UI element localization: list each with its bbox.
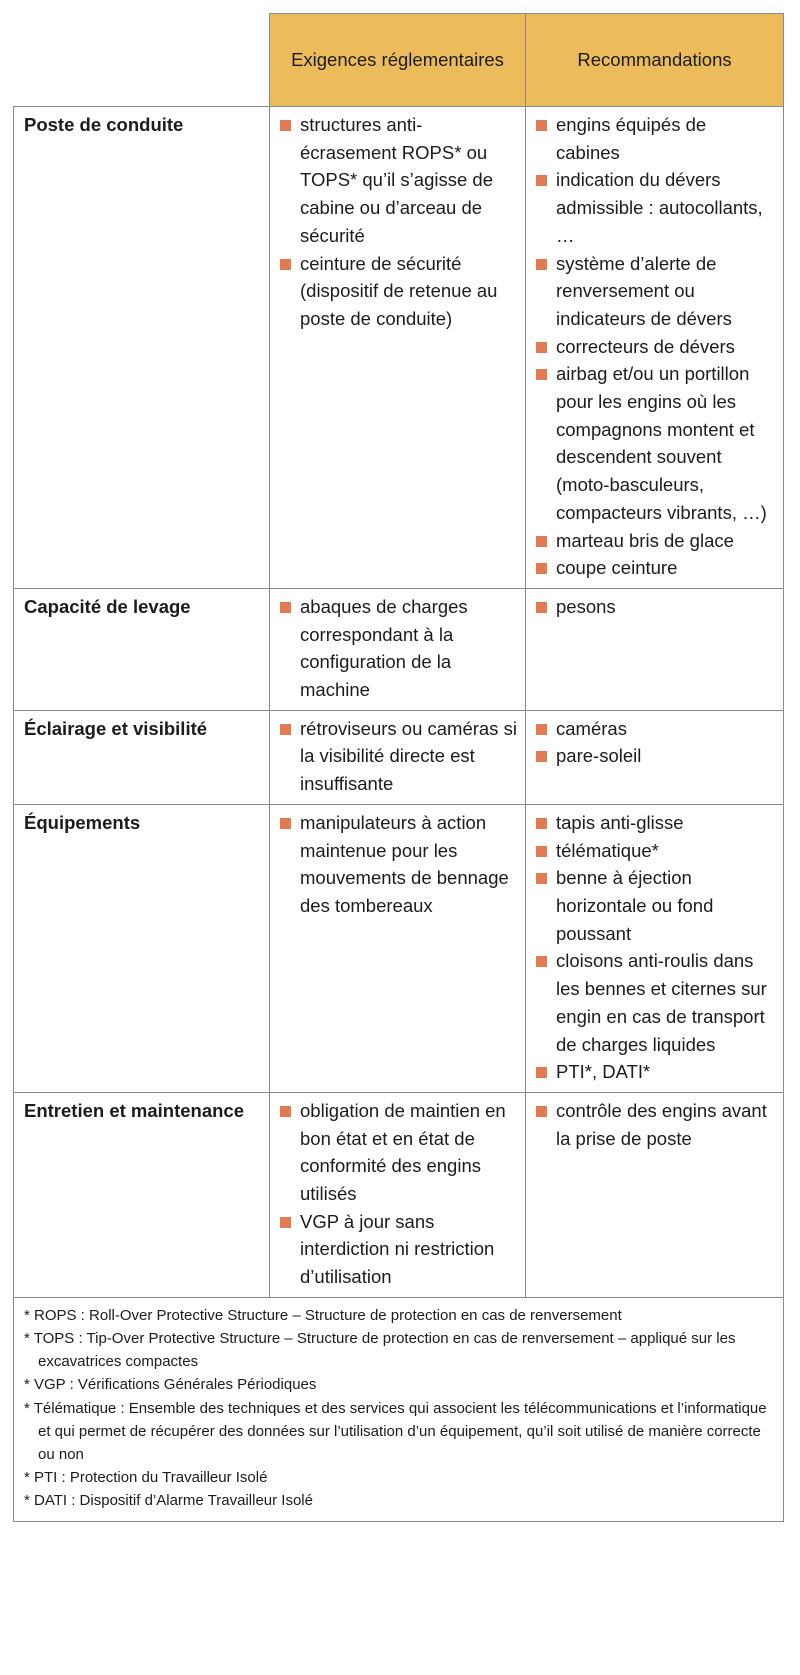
list-item <box>536 1058 775 1086</box>
recommendations-cell <box>526 107 784 589</box>
square-bullet-icon <box>536 1067 547 1078</box>
square-bullet-icon <box>280 602 291 613</box>
square-bullet-icon <box>536 175 547 186</box>
footnote: * TOPS : Tip-Over Protective Structure – Structure de protection en cas de renversement – appliqué sur les excavatrices compactes <box>24 1330 736 1371</box>
square-bullet-icon <box>536 818 547 829</box>
footnote: * ROPS : Roll-Over Protective Structure – Structure de protection en cas de renversement <box>24 1306 622 1324</box>
list-item-text: engins équipés de cabines <box>556 114 707 163</box>
requirements-cell <box>270 588 526 710</box>
table-row <box>14 1092 784 1297</box>
requirements-cell <box>270 107 526 589</box>
list-item <box>280 1208 517 1291</box>
list-item <box>280 111 517 250</box>
safety-requirements-table <box>13 13 784 1522</box>
table-row <box>14 804 784 1092</box>
list-item <box>536 111 775 166</box>
requirements-list <box>280 715 517 798</box>
square-bullet-icon <box>536 873 547 884</box>
table-row <box>14 710 784 804</box>
recommendations-cell <box>526 588 784 710</box>
footnote: * DATI : Dispositif d’Alarme Travailleur Isolé <box>24 1492 313 1510</box>
footnote: * Télématique : Ensemble des techniques et des services qui associent les télécommunications et l’informatique et qui permet de récupérer des données sur l’utilisation d’un équipement, qu’il soit utilisé de manière correcte ou non <box>24 1399 767 1464</box>
footnotes-row <box>14 1297 784 1521</box>
square-bullet-icon <box>536 751 547 762</box>
list-item-text: indication du dévers admissible : autocollants, … <box>556 169 763 246</box>
requirements-list <box>280 111 517 333</box>
list-item <box>280 593 517 704</box>
list-item <box>536 360 775 526</box>
list-item-text: contrôle des engins avant la prise de poste <box>556 1099 767 1149</box>
requirements-cell <box>270 710 526 804</box>
list-item <box>280 250 517 333</box>
table-header-row <box>14 14 784 107</box>
table-row <box>14 588 784 710</box>
category-cell: Poste de conduite <box>14 107 270 589</box>
recommendations-list <box>536 1097 775 1152</box>
list-item-text: cloisons anti-roulis dans les bennes et citernes sur engin en cas de transport de charges liquides <box>556 950 767 1055</box>
list-item <box>280 809 517 920</box>
square-bullet-icon <box>536 259 547 270</box>
list-item <box>536 864 775 947</box>
square-bullet-icon <box>536 120 547 131</box>
list-item-text: système d’alerte de renversement ou indicateurs de dévers <box>556 252 732 329</box>
category-cell: Éclairage et visibilité <box>14 710 270 804</box>
list-item-text: coupe ceinture <box>556 557 678 579</box>
list-item-text: manipulateurs à action maintenue pour les mouvements de bennage des tombereaux <box>300 811 509 916</box>
recommendations-list <box>536 593 775 621</box>
table-row <box>14 107 784 589</box>
footnotes-cell <box>14 1297 784 1521</box>
list-item-text: caméras <box>556 717 627 739</box>
requirements-list <box>280 1097 517 1291</box>
recommendations-list <box>536 111 775 582</box>
category-cell: Capacité de levage <box>14 588 270 710</box>
square-bullet-icon <box>536 846 547 857</box>
square-bullet-icon <box>536 563 547 574</box>
square-bullet-icon <box>280 1217 291 1228</box>
list-item-text: marteau bris de glace <box>556 529 734 551</box>
list-item-text: tapis anti-glisse <box>556 811 684 833</box>
square-bullet-icon <box>536 536 547 547</box>
square-bullet-icon <box>280 818 291 829</box>
list-item <box>536 166 775 249</box>
square-bullet-icon <box>536 602 547 613</box>
list-item <box>536 947 775 1058</box>
list-item-text: abaques de charges correspondant à la configuration de la machine <box>300 595 468 701</box>
list-item-text: obligation de maintien en bon état et en état de conformité des engins utilisés <box>300 1099 506 1205</box>
recommendations-list <box>536 809 775 1086</box>
list-item <box>280 1097 517 1208</box>
square-bullet-icon <box>280 724 291 735</box>
header-requirements: Exigences réglementaires <box>270 14 526 107</box>
recommendations-list <box>536 715 775 770</box>
list-item <box>536 333 775 361</box>
list-item-text: pesons <box>556 595 616 617</box>
list-item-text: ceinture de sécurité (dispositif de retenue au poste de conduite) <box>300 252 498 329</box>
square-bullet-icon <box>536 369 547 380</box>
list-item-text: rétroviseurs ou caméras si la visibilité directe est insuffisante <box>300 717 517 795</box>
header-recommendations: Recommandations <box>526 14 784 107</box>
footnote: * VGP : Vérifications Générales Périodiques <box>24 1376 317 1394</box>
recommendations-cell <box>526 1092 784 1297</box>
requirements-cell <box>270 1092 526 1297</box>
list-item <box>536 742 775 770</box>
square-bullet-icon <box>280 120 291 131</box>
category-cell: Entretien et maintenance <box>14 1092 270 1297</box>
list-item <box>536 593 775 621</box>
list-item-text: airbag et/ou un portillon pour les engins où les compagnons montent et descendent souvent (moto-basculeurs, compacteurs vibrants, …) <box>556 363 767 523</box>
requirements-list <box>280 809 517 920</box>
category-cell: Équipements <box>14 804 270 1092</box>
square-bullet-icon <box>280 259 291 270</box>
safety-table-container <box>13 13 783 1522</box>
list-item-text: benne à éjection horizontale ou fond poussant <box>556 867 714 944</box>
list-item <box>536 715 775 743</box>
list-item <box>536 837 775 865</box>
list-item-text: PTI*, DATI* <box>556 1061 651 1083</box>
list-item <box>536 250 775 333</box>
recommendations-cell <box>526 804 784 1092</box>
list-item <box>280 715 517 798</box>
list-item-text: télématique* <box>556 839 659 861</box>
list-item-text: VGP à jour sans interdiction ni restriction d’utilisation <box>300 1210 495 1288</box>
square-bullet-icon <box>280 1106 291 1117</box>
list-item-text: pare-soleil <box>556 745 642 767</box>
list-item <box>536 554 775 582</box>
square-bullet-icon <box>536 342 547 353</box>
list-item-text: correcteurs de dévers <box>556 335 735 357</box>
list-item-text: structures anti-écrasement ROPS* ou TOPS* qu’il s’agisse de cabine ou d’arceau de sécurité <box>300 114 493 246</box>
requirements-cell <box>270 804 526 1092</box>
footnote: * PTI : Protection du Travailleur Isolé <box>24 1469 268 1487</box>
requirements-list <box>280 593 517 704</box>
square-bullet-icon <box>536 1106 547 1117</box>
square-bullet-icon <box>536 956 547 967</box>
list-item <box>536 1097 775 1152</box>
square-bullet-icon <box>536 724 547 735</box>
recommendations-cell <box>526 710 784 804</box>
list-item <box>536 527 775 555</box>
list-item <box>536 809 775 837</box>
header-blank-cell <box>14 14 270 107</box>
